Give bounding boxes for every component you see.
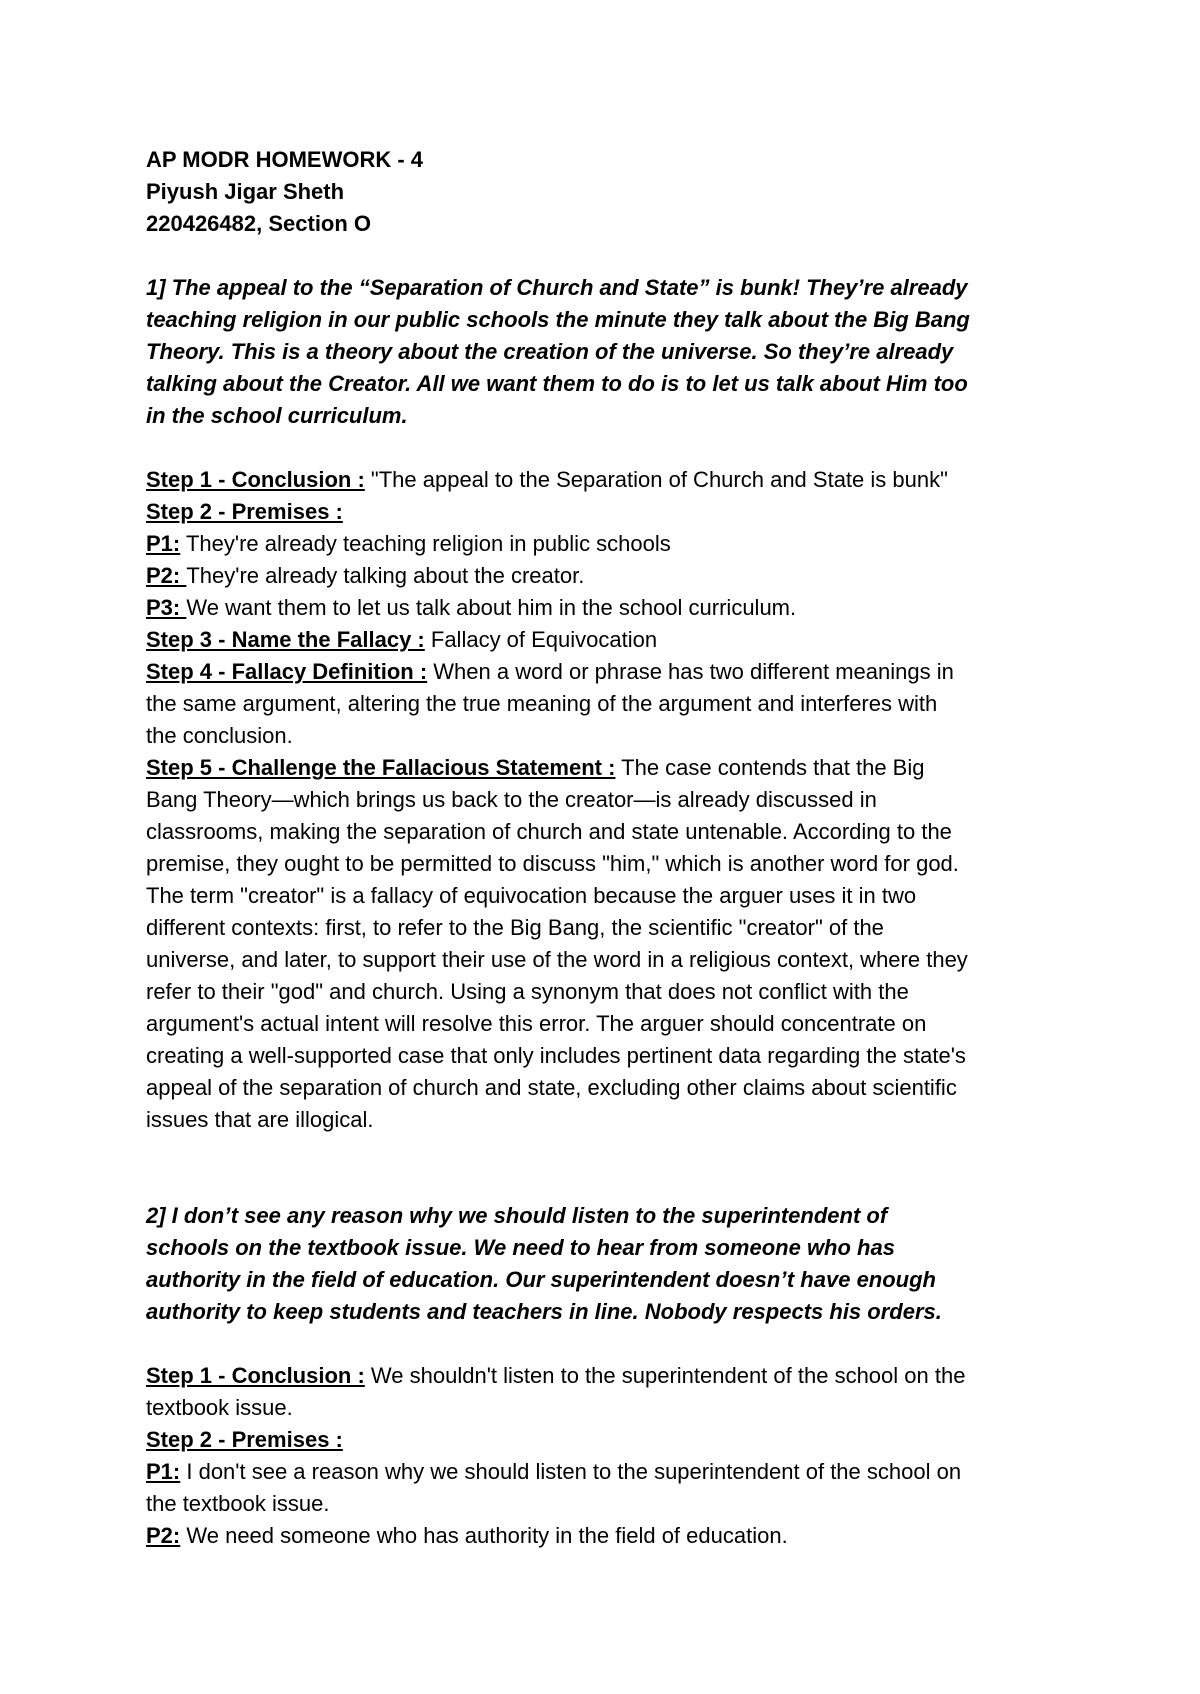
q1-step-5-cont: The term "creator" is a fallacy of equivocation because the arguer uses it in two [146, 883, 917, 908]
q1-premise-3 [146, 592, 1076, 624]
q1-step-1-text: "The appeal to the Separation of Church and State is bunk" [364, 467, 948, 492]
q1-premise-1 [146, 528, 1076, 560]
q1-step-4-text: When a word or phrase has two different meanings in [427, 659, 954, 684]
student-id-section: 220426482, Section O [146, 211, 372, 236]
q1-premise-1-text: They're already teaching religion in public schools [180, 531, 671, 556]
q1-step-1-label: Step 1 - Conclusion : [146, 467, 365, 492]
q2-premise-1-text: I don't see a reason why we should listen to the superintendent of the school on [180, 1459, 962, 1484]
q2-step-1-cont: textbook issue. [146, 1395, 293, 1420]
question-2-line: authority in the field of education. Our superintendent doesn’t have enough [146, 1267, 936, 1292]
question-2-line: schools on the textbook issue. We need to hear from someone who has [146, 1235, 895, 1260]
q1-step-3-label: Step 3 - Name the Fallacy : [146, 627, 425, 652]
q2-step-2 [146, 1424, 1076, 1456]
q1-step-5-cont: classrooms, making the separation of church and state untenable. According to the [146, 819, 952, 844]
document-page [146, 144, 1076, 1552]
question-1 [146, 272, 1076, 432]
q2-premise-2 [146, 1520, 1076, 1552]
question-2-line: authority to keep students and teachers in line. Nobody respects his orders. [146, 1299, 942, 1324]
q1-step-5-cont: different contexts: first, to refer to the Big Bang, the scientific "creator" of the [146, 915, 884, 940]
q1-premise-3-label: P3: [146, 595, 187, 620]
q1-step-4-cont: the conclusion. [146, 723, 293, 748]
question-2-line: 2] I don’t see any reason why we should listen to the superintendent of [146, 1203, 888, 1228]
q1-step-5-cont: issues that are illogical. [146, 1107, 374, 1132]
q1-premise-2-text: They're already talking about the creator. [186, 563, 585, 588]
question-1-line: Theory. This is a theory about the creation of the universe. So they’re already [146, 339, 954, 364]
q1-step-5-cont: argument's actual intent will resolve this error. The arguer should concentrate on [146, 1011, 927, 1036]
q1-step-5-text: The case contends that the Big [615, 755, 925, 780]
q1-step-5-cont: creating a well-supported case that only includes pertinent data regarding the state's [146, 1043, 966, 1068]
question-1-line: teaching religion in our public schools the minute they talk about the Big Bang [146, 307, 970, 332]
question-1-line: talking about the Creator. All we want them to do is to let us talk about Him too [146, 371, 968, 396]
q1-step-5-cont: universe, and later, to support their use of the word in a religious context, where they [146, 947, 968, 972]
q2-premise-1-cont: the textbook issue. [146, 1491, 330, 1516]
q2-premise-1 [146, 1456, 1076, 1488]
q1-step-5-cont: refer to their "god" and church. Using a synonym that does not conflict with the [146, 979, 909, 1004]
q2-step-1-label: Step 1 - Conclusion : [146, 1363, 365, 1388]
q2-step-1-text: We shouldn't listen to the superintendent of the school on the [364, 1363, 966, 1388]
answer-1 [146, 464, 1076, 1136]
document-title: AP MODR HOMEWORK - 4 [146, 147, 424, 172]
answer-2 [146, 1360, 1076, 1552]
q1-step-3-text: Fallacy of Equivocation [424, 627, 658, 652]
q1-step-2-label: Step 2 - Premises : [146, 499, 343, 524]
q1-step-1 [146, 464, 1076, 496]
question-1-line: 1] The appeal to the “Separation of Church and State” is bunk! They’re already [146, 275, 968, 300]
q2-step-1 [146, 1360, 1076, 1392]
q2-step-2-label: Step 2 - Premises : [146, 1427, 343, 1452]
question-1-line: in the school curriculum. [146, 403, 408, 428]
q1-step-5-label: Step 5 - Challenge the Fallacious Statement : [146, 755, 616, 780]
q1-step-3 [146, 624, 1076, 656]
q1-step-5-cont: Bang Theory—which brings us back to the creator—is already discussed in [146, 787, 877, 812]
q2-premise-2-text: We need someone who has authority in the field of education. [180, 1523, 788, 1548]
student-name: Piyush Jigar Sheth [146, 179, 345, 204]
q1-step-4 [146, 656, 1076, 688]
q1-step-5-cont: appeal of the separation of church and state, excluding other claims about scientific [146, 1075, 957, 1100]
q1-step-5 [146, 752, 1076, 784]
q1-step-5-cont: premise, they ought to be permitted to discuss "him," which is another word for god. [146, 851, 959, 876]
q1-step-4-cont: the same argument, altering the true meaning of the argument and interferes with [146, 691, 938, 716]
q1-premise-2 [146, 560, 1076, 592]
q1-premise-3-text: We want them to let us talk about him in the school curriculum. [186, 595, 797, 620]
q1-step-2 [146, 496, 1076, 528]
q1-step-4-label: Step 4 - Fallacy Definition : [146, 659, 428, 684]
q2-premise-1-label: P1: [146, 1459, 181, 1484]
question-2 [146, 1200, 1076, 1328]
q2-premise-2-label: P2: [146, 1523, 181, 1548]
q1-premise-1-label: P1: [146, 531, 181, 556]
q1-premise-2-label: P2: [146, 563, 187, 588]
